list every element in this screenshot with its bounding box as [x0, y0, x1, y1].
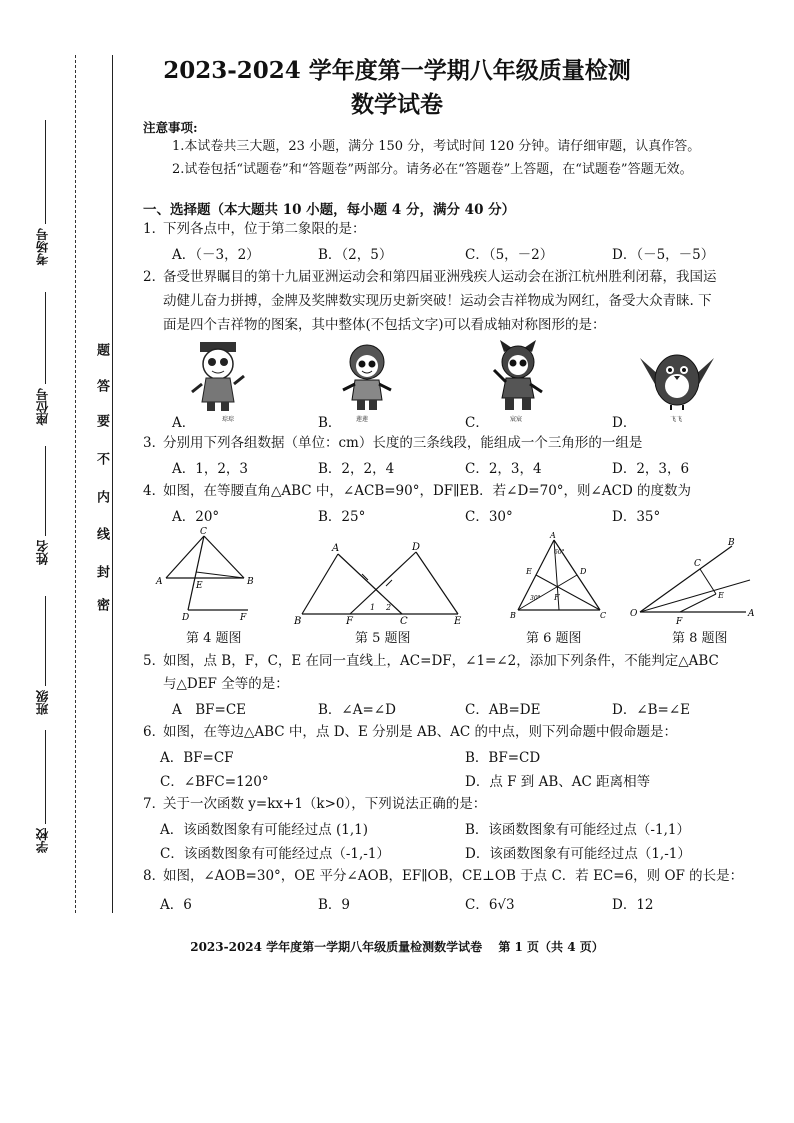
figure-4 [152, 526, 264, 626]
field-exam-room-label: 考场号 [35, 228, 50, 266]
section-heading: 一、选择题（本大题共 10 小题，每小题 4 分，满分 40 分） [143, 202, 516, 218]
fig8-label: O [630, 609, 638, 619]
question-stem: 关于一次函数 y=kx+1（k>0），下列说法正确的是： [163, 796, 487, 812]
option-b: B．25° [318, 509, 366, 525]
fig6-label: B [510, 611, 516, 620]
question-stem: 分别用下列各组数据（单位：cm）长度的三条线段，能组成一个三角形的一组是 [163, 435, 643, 451]
option-b: B．BF=CD [465, 750, 541, 766]
option-c: C． [465, 415, 489, 431]
option-d: D．（－5，－5） [612, 247, 715, 263]
question-stem-line: 面是四个吉祥物的图案，其中整体(不包括文字)可以看成轴对称图形的是： [163, 317, 606, 333]
field-class-label: 班级 [35, 690, 50, 715]
seal-char: 封 [94, 565, 109, 578]
mascot-b-name: 莲莲 [356, 416, 369, 423]
option-a: A．20° [172, 509, 220, 525]
figure-6 [508, 530, 612, 624]
option-d: D． [612, 415, 637, 431]
figure-caption: 第 6 题图 [526, 631, 582, 646]
option-b: B． [318, 415, 342, 431]
option-c: C．AB=DE [465, 702, 541, 718]
option-d: D．点 F 到 AB、AC 距离相等 [465, 774, 651, 790]
fig6-label: F [554, 593, 560, 602]
question-stem: 如图，在等边△ABC 中，点 D、E 分别是 AB、AC 的中点，则下列命题中假命题是： [163, 724, 678, 740]
mascot-b-image [340, 342, 394, 414]
option-d: D．∠B=∠E [612, 702, 691, 718]
fig6-label: 30° [530, 595, 541, 602]
fig4-label: E [196, 581, 203, 591]
fig5-label: 2 [386, 603, 392, 612]
seal-char: 密 [94, 598, 109, 611]
field-exam-room-line [45, 120, 46, 224]
seal-char: 不 [94, 452, 109, 465]
option-b: B．9 [318, 897, 351, 913]
fig5-label: F [346, 616, 353, 626]
figure-5 [290, 540, 470, 626]
page-footer: 2023-2024 学年度第一学期八年级质量检测数学试卷 第 1 页（共 4 页） [190, 940, 604, 954]
question-stem-line: 与△DEF 全等的是： [163, 676, 289, 692]
option-c: C．2，3，4 [465, 461, 542, 477]
option-d: D．12 [612, 897, 654, 913]
option-c: C．30° [465, 509, 513, 525]
option-a: A．1，2，3 [172, 461, 249, 477]
question-number: 7． [143, 796, 166, 812]
option-a: A．（－3，2） [172, 247, 260, 263]
question-stem: 下列各点中，位于第二象限的是： [163, 221, 366, 237]
seal-char: 答 [94, 379, 109, 392]
fig6-label: 60° [554, 549, 565, 556]
fig6-label: C [600, 611, 607, 620]
option-b: B．2，2，4 [318, 461, 395, 477]
option-a: A．该函数图象有可能经过点 (1,1) [160, 822, 369, 838]
field-name-label: 姓名 [35, 540, 50, 565]
note-item: 1.本试卷共三大题，23 小题，满分 150 分，考试时间 120 分钟。请仔细审题，认真作答。 [172, 139, 701, 154]
question-stem-line: 动健儿奋力拼搏，金牌及奖牌数实现历史新突破！运动会吉祥物成为网红，备受大众青睐. 下 [163, 293, 712, 309]
fig8-label: E [718, 591, 724, 600]
option-a: A．BF=CF [160, 750, 234, 766]
seal-char: 线 [94, 527, 109, 540]
fig5-label: D [412, 542, 421, 553]
option-b: B．（2，5） [318, 247, 393, 263]
mascot-c-name: 宸宸 [510, 416, 523, 423]
question-number: 6． [143, 724, 166, 740]
page-title: 2023-2024 学年度第一学期八年级质量检测 [163, 57, 631, 84]
figure-8 [628, 536, 758, 626]
mascot-a-name: 琮琮 [222, 416, 235, 423]
field-school-line [45, 730, 46, 824]
page-subtitle: 数学试卷 [351, 91, 443, 118]
option-c: C．6√3 [465, 897, 515, 913]
option-c: C．（5，－2） [465, 247, 554, 263]
binding-solid-line [112, 55, 113, 913]
fig4-label: F [240, 613, 247, 623]
note-item: 2.试卷包括“试题卷”和“答题卷”两部分。请务必在“答题卷”上答题，在“试题卷”答题无效。 [172, 162, 693, 177]
notes-heading: 注意事项: [143, 120, 198, 135]
mascot-d-name: 飞飞 [670, 416, 683, 423]
fig4-label: B [247, 577, 254, 587]
question-stem: 如图，在等腰直角△ABC 中，∠ACB=90°，DF∥EB．若∠D=70°，则∠ACD 的度数为 [163, 483, 692, 499]
option-a: A BF=CE [172, 702, 247, 718]
fig8-label: B [728, 538, 735, 548]
option-c: C．该函数图象有可能经过点（-1,-1） [160, 846, 390, 862]
mascot-c-image [490, 340, 546, 414]
fig5-label: C [400, 616, 408, 626]
fig4-label: C [200, 527, 207, 537]
option-a: A．6 [160, 897, 192, 913]
field-school-label: 学校 [35, 828, 50, 853]
option-b: B．∠A=∠D [318, 702, 396, 718]
fig5-label: E [454, 616, 462, 626]
field-class-line [45, 596, 46, 686]
figure-caption: 第 4 题图 [186, 631, 242, 646]
question-stem-line: 如图，点 B，F，C，E 在同一直线上，AC=DF，∠1=∠2，添加下列条件，不能判定△ABC [163, 653, 719, 669]
question-number: 3． [143, 435, 166, 451]
option-d: D．35° [612, 509, 661, 525]
question-stem: 如图，∠AOB=30°，OE 平分∠AOB，EF∥OB，CE⊥OB 于点 C．若 EC=6，则 OF 的长是： [163, 868, 744, 884]
figure-caption: 第 5 题图 [355, 631, 411, 646]
field-seat-label: 座位号 [35, 388, 50, 426]
question-number: 2． [143, 269, 166, 285]
mascot-a-image [190, 340, 246, 414]
fig5-label: A [332, 543, 340, 554]
option-d: D．该函数图象有可能经过点（1,-1） [465, 846, 691, 862]
fig4-label: A [156, 577, 163, 587]
binding-dashed-line [75, 55, 76, 913]
option-a: A． [172, 415, 196, 431]
option-b: B．该函数图象有可能经过点（-1,1） [465, 822, 690, 838]
question-number: 5． [143, 653, 166, 669]
fig4-label: D [182, 613, 190, 623]
field-seat-line [45, 292, 46, 384]
fig5-label: 1 [370, 603, 376, 612]
figure-caption: 第 8 题图 [672, 631, 728, 646]
fig8-label: C [694, 559, 701, 569]
field-name-line [45, 446, 46, 536]
question-number: 1． [143, 221, 166, 237]
fig8-label: F [676, 617, 683, 626]
fig8-label: A [748, 609, 755, 619]
fig6-label: E [526, 567, 532, 576]
seal-char: 内 [94, 490, 109, 503]
fig6-label: A [550, 531, 556, 540]
mascot-d-image [638, 346, 716, 412]
option-d: D．2，3，6 [612, 461, 690, 477]
question-number: 8． [143, 868, 166, 884]
seal-char: 题 [94, 343, 109, 356]
option-c: C．∠BFC=120° [160, 774, 269, 790]
fig6-label: D [580, 567, 587, 576]
question-number: 4． [143, 483, 166, 499]
fig5-label: B [294, 616, 302, 626]
question-stem-line: 备受世界瞩目的第十九届亚洲运动会和第四届亚洲残疾人运动会在浙江杭州胜利闭幕，我国运 [163, 269, 717, 285]
seal-char: 要 [94, 414, 109, 427]
